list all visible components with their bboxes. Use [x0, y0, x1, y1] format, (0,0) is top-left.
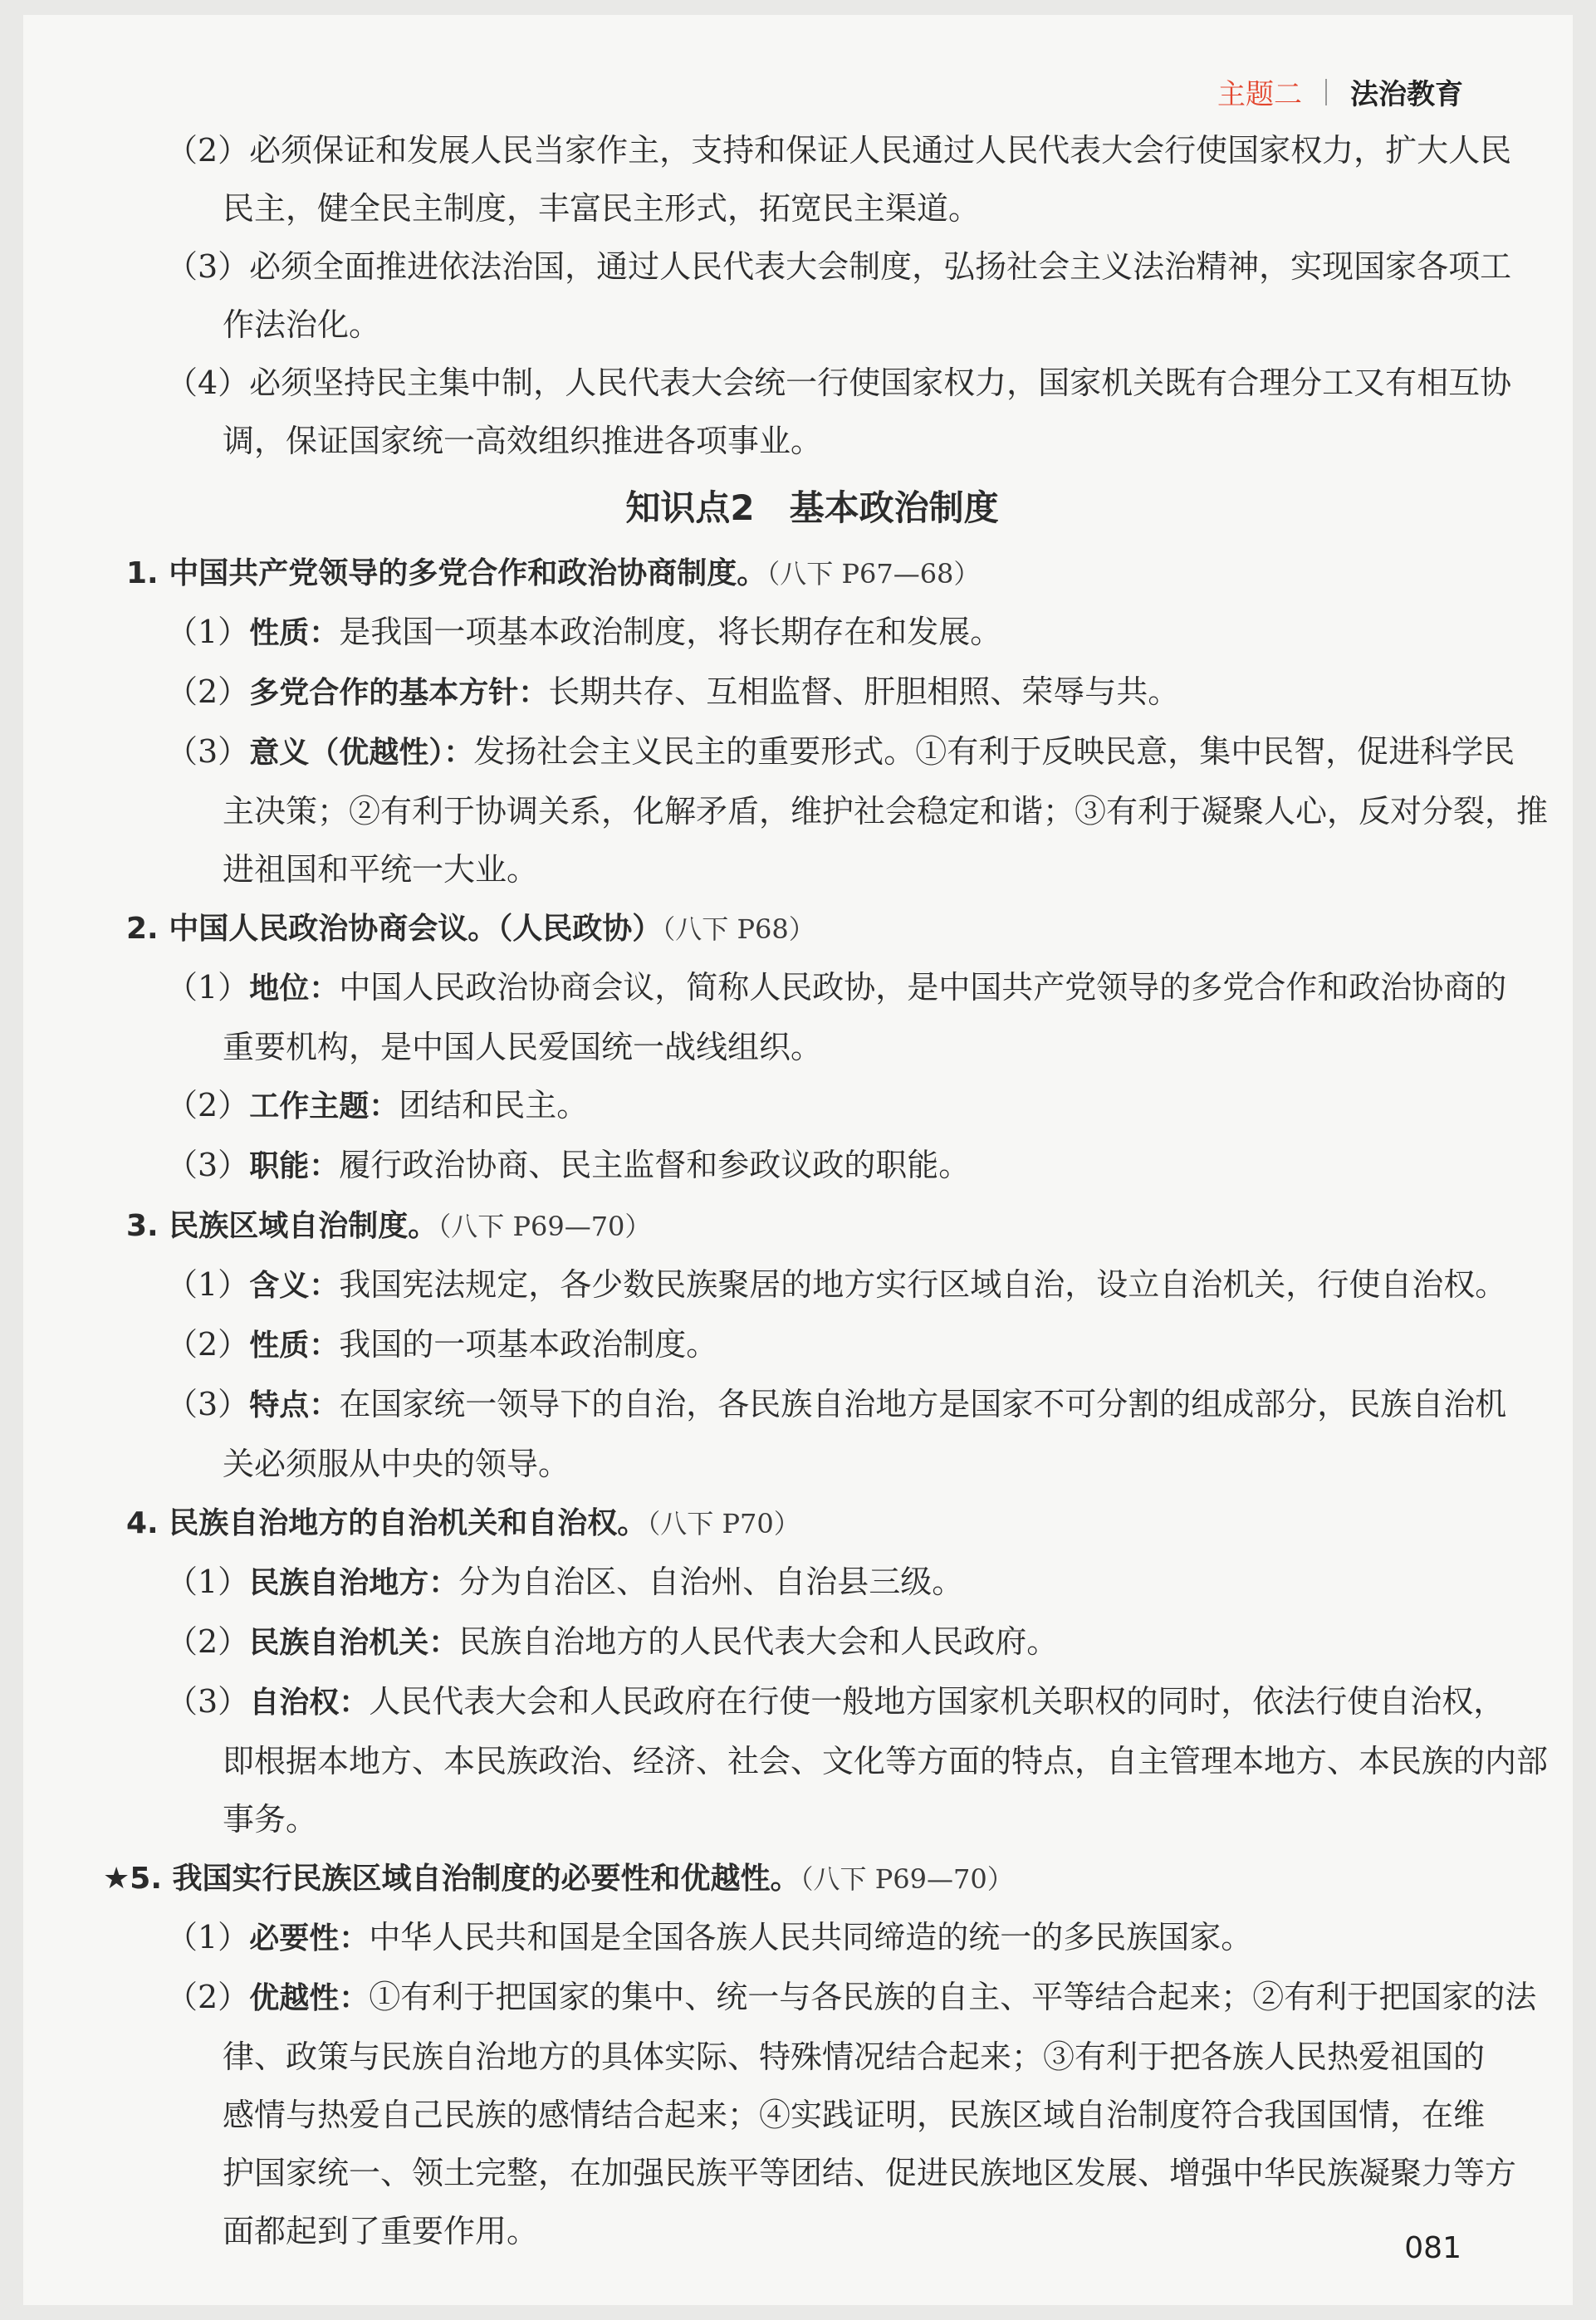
- item-number: （1）: [166, 1564, 250, 1600]
- item-text: 我国宪法规定，各少数民族聚居的地方实行区域自治，设立自治机关，行使自治权。: [339, 1266, 1507, 1303]
- list-item-line: [115, 1732, 1549, 1790]
- item-text: 重要机构，是中国人民爱国统一战线组织。: [223, 1029, 823, 1065]
- item-number: （1）: [166, 969, 250, 1006]
- textbook-reference: （八下 P69—70）: [800, 1863, 1014, 1895]
- list-item-line: [115, 663, 1510, 722]
- textbook-reference: （八下 P69—70）: [438, 1211, 652, 1242]
- list-item-line: [115, 1968, 1537, 2028]
- list-item-line: [115, 603, 1510, 663]
- item-text: 中华人民共和国是全国各族人民共同缔造的统一的多民族国家。: [369, 1919, 1253, 1955]
- list-item-line: [115, 722, 1515, 782]
- section-heading: [115, 898, 1510, 958]
- section-heading: [115, 543, 1510, 603]
- item-label: 特点：: [249, 1388, 340, 1422]
- text-line: （4）必须坚持民主集中制，人民代表大会统一行使国家权力，国家机关既有合理分工又有相互协: [166, 365, 1512, 401]
- text-line: （2）必须保证和发展人民当家作主，支持和保证人民通过人民代表大会行使国家权力，扩大人民: [166, 132, 1512, 169]
- item-number: （3）: [166, 1683, 250, 1720]
- item-text: 分为自治区、自治州、自治县三级。: [458, 1564, 964, 1600]
- list-item-line: [115, 782, 1549, 840]
- item-text: 民族自治地方的人民代表大会和人民政府。: [458, 1623, 1059, 1660]
- item-text: 是我国一项基本政治制度，将长期存在和发展。: [339, 614, 1002, 650]
- text-line: 作法治化。: [223, 306, 381, 343]
- list-item-line: [115, 1435, 1510, 1493]
- item-text: 发扬社会主义民主的重要形式。①有利于反映民意，集中民智，促进科学民: [473, 733, 1515, 770]
- item-text: 团结和民主。: [399, 1087, 589, 1123]
- item-text: 即根据本地方、本民族政治、经济、社会、文化等方面的特点，自主管理本地方、本民族的内部: [223, 1743, 1549, 1779]
- list-item-line: [115, 1255, 1510, 1315]
- textbook-reference: （八下 P67—68）: [766, 558, 981, 590]
- item-label: 地位：: [249, 972, 340, 1006]
- section-heading-text: ★5. 我国实行民族区域自治制度的必要性和优越性。: [103, 1862, 800, 1896]
- list-item-line: [115, 2144, 1517, 2202]
- list-item-line: [115, 1018, 1510, 1076]
- item-text: 事务。: [223, 1801, 318, 1838]
- header-subject: 法治教育: [1350, 78, 1463, 111]
- item-label: 性质：: [249, 1329, 340, 1363]
- section-heading-text: 3. 民族区域自治制度。: [126, 1209, 438, 1243]
- item-text: 长期共存、互相监督、肝胆相照、荣辱与共。: [548, 673, 1180, 710]
- header-theme: 主题二: [1217, 78, 1302, 111]
- section-title: 知识点2 基本政治制度: [625, 487, 999, 528]
- list-item-line: [115, 2086, 1510, 2144]
- list-item-line: [115, 1315, 1510, 1375]
- list-item-line: [115, 2202, 1510, 2260]
- item-number: （1）: [166, 1919, 250, 1955]
- page-header: [1217, 71, 1463, 112]
- section-heading-text: 1. 中国共产党领导的多党合作和政治协商制度。: [126, 556, 767, 590]
- section-heading: [115, 1493, 1510, 1553]
- item-text: 在国家统一领导下的自治，各民族自治地方是国家不可分割的组成部分，民族自治机: [339, 1386, 1507, 1422]
- section-heading-text: 2. 中国人民政治协商会议。（人民政协）: [126, 912, 663, 946]
- item-number: （2）: [166, 1623, 250, 1660]
- item-label: 民族自治地方：: [249, 1566, 459, 1600]
- list-item-line: [115, 1790, 1510, 1848]
- page-number: 081: [1404, 2231, 1461, 2265]
- list-item-line: [115, 2028, 1510, 2086]
- section-heading: [91, 1848, 1510, 1908]
- item-label: 意义（优越性）：: [249, 736, 474, 770]
- list-item-line: [115, 1375, 1510, 1435]
- list-item-line: [115, 1553, 1510, 1613]
- text-line: 民主，健全民主制度，丰富民主形式，拓宽民主渠道。: [223, 190, 981, 227]
- item-text: 感情与热爱自己民族的感情结合起来；④实践证明，民族区域自治制度符合我国国情，在维: [223, 2097, 1486, 2133]
- list-item-line: [115, 1613, 1510, 1672]
- header-divider: [1325, 79, 1327, 105]
- section-heading-text: 4. 民族自治地方的自治机关和自治权。: [126, 1506, 648, 1540]
- item-text: 律、政策与民族自治地方的具体实际、特殊情况结合起来；③有利于把各族人民热爱祖国的: [223, 2039, 1486, 2075]
- item-text: 关必须服从中央的领导。: [223, 1446, 570, 1482]
- item-text: 进祖国和平统一大业。: [223, 851, 539, 888]
- item-text: 履行政治协商、民主监督和参政议政的职能。: [339, 1147, 971, 1183]
- item-label: 民族自治机关：: [249, 1626, 459, 1660]
- item-text: ①有利于把国家的集中、统一与各民族的自主、平等结合起来；②有利于把国家的法: [369, 1979, 1537, 2015]
- item-text: 人民代表大会和人民政府在行使一般地方国家机关职权的同时，依法行使自治权，: [369, 1683, 1505, 1720]
- textbook-reference: （八下 P68）: [662, 913, 815, 945]
- section-heading: [115, 1196, 1510, 1255]
- item-label: 性质：: [249, 616, 340, 650]
- list-item-line: [115, 958, 1510, 1018]
- item-number: （3）: [166, 733, 250, 770]
- item-label: 多党合作的基本方针：: [249, 676, 549, 710]
- textbook-reference: （八下 P70）: [647, 1508, 800, 1539]
- item-text: 面都起到了重要作用。: [223, 2213, 539, 2249]
- item-number: （1）: [166, 1266, 250, 1303]
- item-label: 必要性：: [249, 1921, 370, 1955]
- list-item-line: [115, 840, 1510, 898]
- text-line: （3）必须全面推进依法治国，通过人民代表大会制度，弘扬社会主义法治精神，实现国家各项工: [166, 248, 1512, 285]
- item-number: （3）: [166, 1386, 250, 1422]
- list-item-line: [115, 1136, 1510, 1196]
- item-label: 工作主题：: [249, 1089, 399, 1123]
- item-number: （2）: [166, 1326, 250, 1363]
- textbook-page: [23, 15, 1573, 2305]
- list-item-line: [115, 1672, 1510, 1732]
- text-line: 调，保证国家统一高效组织推进各项事业。: [223, 423, 823, 459]
- item-text: 中国人民政治协商会议，简称人民政协，是中国共产党领导的多党合作和政治协商的: [339, 969, 1507, 1006]
- item-number: （2）: [166, 673, 250, 710]
- item-label: 自治权：: [249, 1686, 370, 1720]
- item-number: （3）: [166, 1147, 250, 1183]
- item-label: 优越性：: [249, 1981, 370, 2015]
- item-text: 护国家统一、领土完整，在加强民族平等团结、促进民族地区发展、增强中华民族凝聚力等方: [223, 2155, 1517, 2191]
- item-text: 主决策；②有利于协调关系，化解矛盾，维护社会稳定和谐；③有利于凝聚人心，反对分裂，推: [223, 793, 1549, 830]
- item-number: （2）: [166, 1979, 250, 2015]
- item-text: 我国的一项基本政治制度。: [339, 1326, 718, 1363]
- list-item-line: [115, 1076, 1510, 1136]
- item-label: 含义：: [249, 1269, 340, 1303]
- item-number: （1）: [166, 614, 250, 650]
- item-label: 职能：: [249, 1149, 340, 1183]
- list-item-line: [115, 1908, 1510, 1968]
- item-number: （2）: [166, 1087, 250, 1123]
- page-content: [103, 121, 1549, 2260]
